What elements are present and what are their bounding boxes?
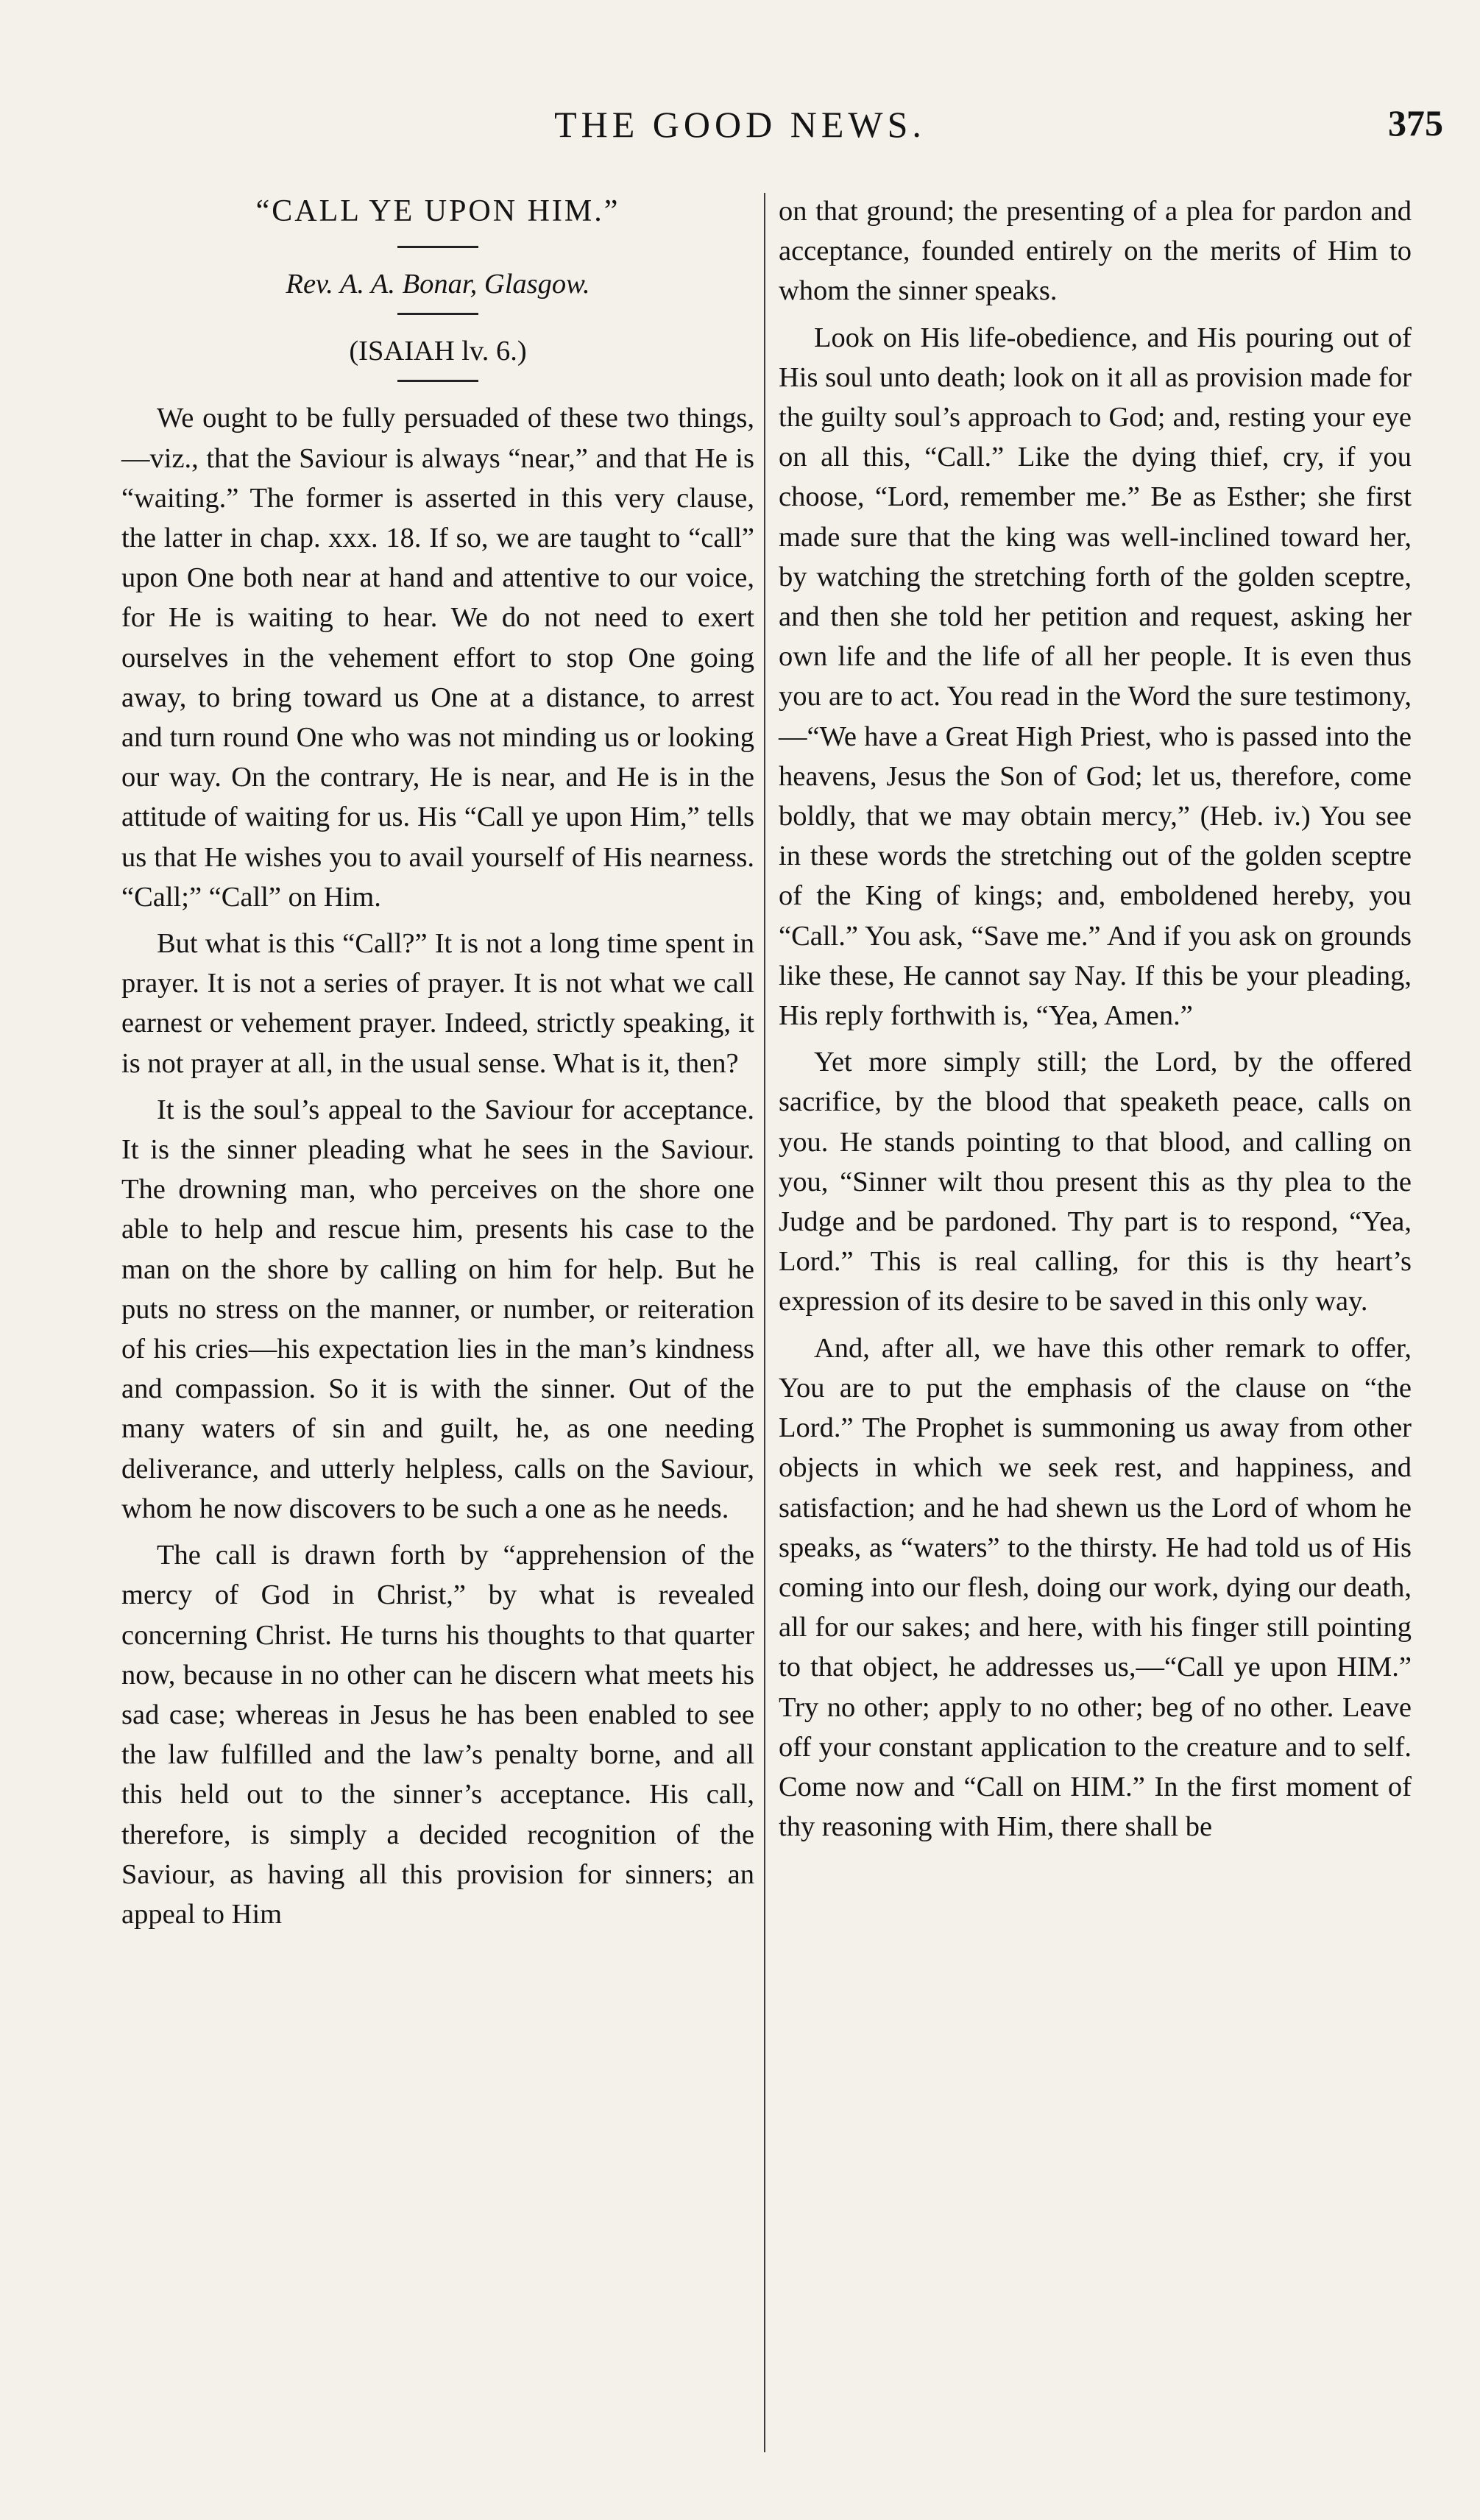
title-rule	[397, 246, 478, 248]
running-head	[0, 103, 1480, 155]
right-column	[779, 191, 1412, 1853]
paragraph: Yet more simply still; the Lord, by the offered sacrifice, by the blood that speaketh peace, calls on you. He stands pointing to that blood, and calling on you, “Sinner wilt thou present this as thy plea to the Judge and be pardoned. Thy part is to respond, “Yea, Lord.” This is real calling, for this is thy heart’s expression of its desire to be saved in this only way.	[779, 1047, 1412, 1317]
paragraph: The call is drawn forth by “apprehension of the mercy of God in Christ,” by what is revealed concerning Christ. He turns his thoughts to that quarter now, because in no other can he discern what meets his sad case; whereas in Jesus he has been enabled to see the law fulfilled and the law’s penalty borne, and all this held out to the sinner’s acceptance. His call, therefore, is simply a decided recognition of the Saviour, as having all this provision for sinners; an appeal to Him	[121, 1540, 754, 1930]
paragraph: It is the soul’s appeal to the Saviour for acceptance. It is the sinner pleading what he sees in the Saviour. The drowning man, who perceives on the shore one able to help and rescue him, presents his case to the man on the shore by calling on him for help. But he puts no stress on the manner, or number, or reiteration of his cries—his expectation lies in the man’s kindness and compassion. So it is with the sinner. Out of the many waters of sin and guilt, he, as one needing deliverance, and utterly helpless, calls on the Saviour, whom he now discovers to be such a one as he needs.	[121, 1094, 754, 1524]
scripture-reference: (ISAIAH lv. 6.)	[349, 336, 527, 367]
article-byline: Rev. A. A. Bonar, Glasgow.	[286, 269, 590, 300]
page-number: 375	[1388, 102, 1443, 144]
paragraph: But what is this “Call?” It is not a long time spent in prayer. It is not a series of prayer. It is not what we call earnest or vehement prayer. Indeed, strictly speaking, it is not prayer at all, in the usual sense. What is it, then?	[121, 928, 754, 1079]
reference-rule	[397, 380, 478, 382]
column-divider	[764, 193, 765, 2452]
article-title: “CALL YE UPON HIM.”	[255, 194, 620, 228]
paragraph: And, after all, we have this other remark to offer, You are to put the emphasis of the clause on “the Lord.” The Prophet is summoning us away from other objects in which we seek rest, and happiness, and satisfaction; and he had shewn us the Lord of whom he speaks, as “waters” to the thirsty. He had told us of His coming into our flesh, doing our work, dying our death, all for our sakes; and here, with his finger still pointing to that object, he addresses us,—“Call ye upon HIM.” Try no other; apply to no other; beg of no other. Leave off your constant application to the creature and to self. Come now and “Call on HIM.” In the first moment of thy reasoning with Him, there shall be	[779, 1332, 1412, 1843]
left-column	[121, 191, 754, 1941]
paragraph: We ought to be fully persuaded of these two things,—viz., that the Saviour is always “near,” and that He is “waiting.” The former is asserted in this very clause, the latter in chap. xxx. 18. If so, we are taught to “call” upon One both near at hand and attentive to our voice, for He is waiting to hear. We do not need to exert ourselves in the vehement effort to stop One going away, to bring toward us One at a distance, to arrest and turn round One who was not minding us or looking our way. On the contrary, He is near, and He is in the attitude of waiting for us. His “Call ye upon Him,” tells us that He wishes you to avail yourself of His nearness. “Call;” “Call” on Him.	[121, 403, 754, 913]
journal-title: THE GOOD NEWS.	[554, 104, 926, 145]
byline-rule	[397, 313, 478, 315]
paragraph-continuation: on that ground; the presenting of a plea for pardon and acceptance, founded entirely on the merits of Him to whom the sinner speaks.	[779, 196, 1412, 307]
paragraph: Look on His life-obedience, and His pouring out of His soul unto death; look on it all as provision made for the guilty soul’s approach to God; and, resting your eye on all this, “Call.” Like the dying thief, cry, if you choose, “Lord, remember me.” Be as Esther; she first made sure that the king was well-inclined toward her, by watching the stretching forth of the golden sceptre, and then she told her petition and request, asking her own life and the life of all her people. It is even thus you are to act. You read in the Word the sure testimony,—“We have a Great High Priest, who is passed into the heavens, Jesus the Son of God; let us, therefore, come boldly, that we may obtain mercy,” (Heb. iv.) You see in these words the stretching out of the golden sceptre of the King of kings; and, emboldened hereby, you “Call.” You ask, “Save me.” And if you ask on grounds like these, He cannot say Nay. If this be your pleading, His reply forthwith is, “Yea, Amen.”	[779, 322, 1412, 1032]
